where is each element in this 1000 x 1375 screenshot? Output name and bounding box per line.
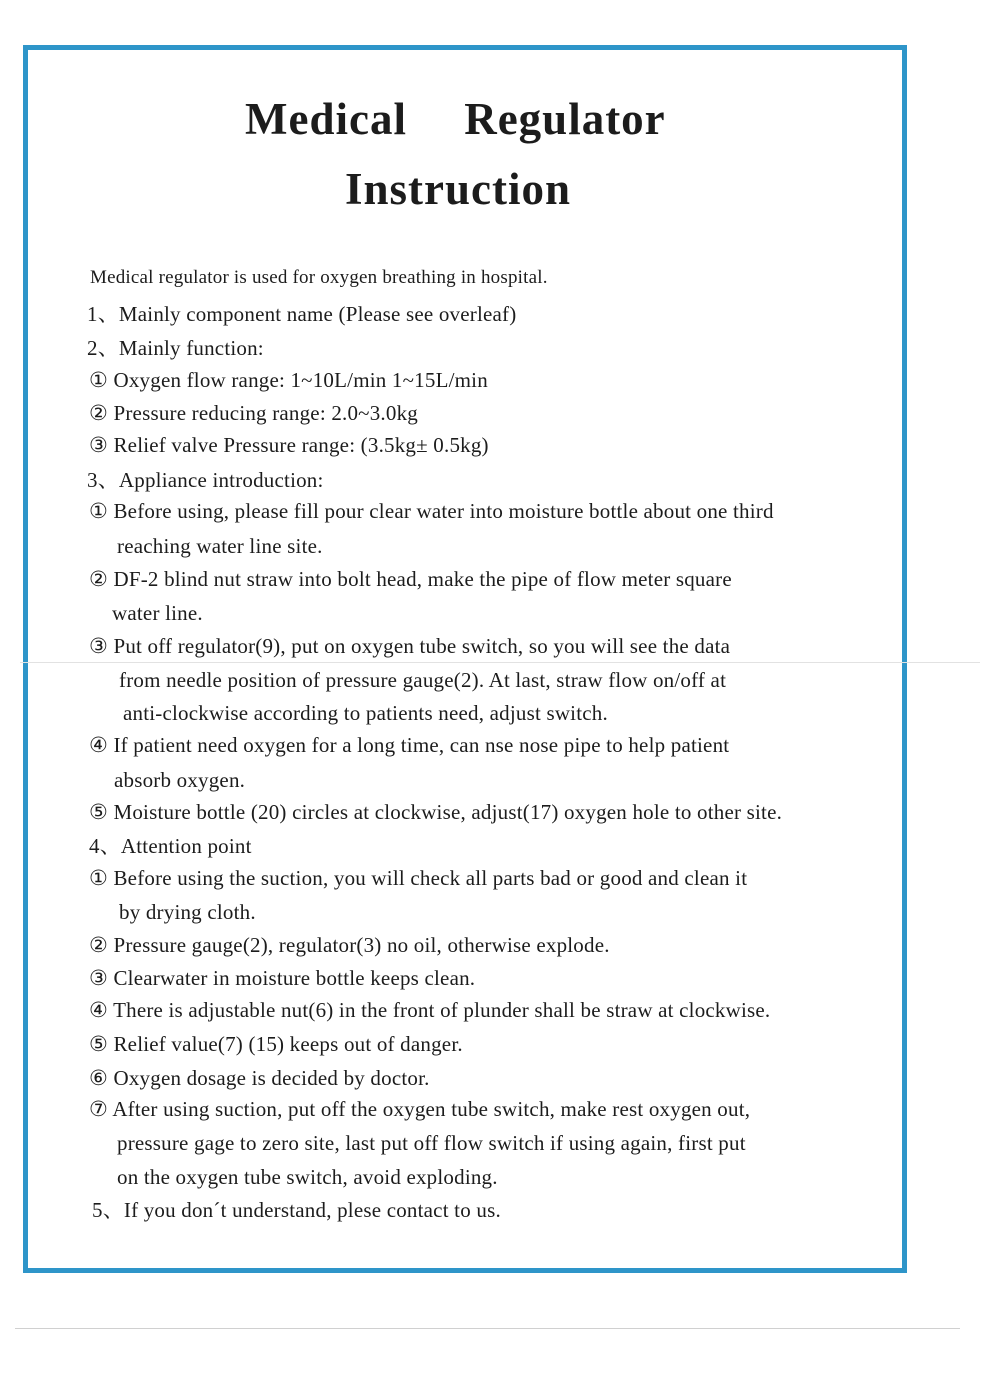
document-subtitle: Instruction <box>345 164 572 214</box>
page-edge-line <box>15 1328 960 1329</box>
list-item: ⑥ Oxygen dosage is decided by doctor. <box>89 1066 430 1090</box>
list-item: ④ If patient need oxygen for a long time, can nse nose pipe to help patient <box>89 733 730 757</box>
list-item: ③ Relief valve Pressure range: (3.5kg± 0.5kg) <box>89 433 489 457</box>
list-item: ② Pressure reducing range: 2.0~3.0kg <box>89 401 418 425</box>
list-item: ① Before using, please fill pour clear water into moisture bottle about one third <box>89 499 774 523</box>
list-item-continuation: absorb oxygen. <box>114 768 246 792</box>
list-item-continuation: from needle position of pressure gauge(2). At last, straw flow on/off at <box>119 668 727 692</box>
intro-text: Medical regulator is used for oxygen breathing in hospital. <box>90 267 548 288</box>
list-item: ⑦ After using suction, put off the oxygen tube switch, make rest oxygen out, <box>89 1097 751 1121</box>
list-item: ④ There is adjustable nut(6) in the front of plunder shall be straw at clockwise. <box>89 998 771 1022</box>
section-heading: 3、Appliance introduction: <box>87 468 324 492</box>
list-item: ① Before using the suction, you will check all parts bad or good and clean it <box>89 866 748 890</box>
list-item: ⑤ Relief value(7) (15) keeps out of danger. <box>89 1032 463 1056</box>
list-item-continuation: pressure gage to zero site, last put off flow switch if using again, first put <box>117 1131 746 1155</box>
list-item: ③ Clearwater in moisture bottle keeps clean. <box>89 966 476 990</box>
document-title: Medical Regulator <box>245 94 666 144</box>
section-heading: 1、Mainly component name (Please see overleaf) <box>87 302 517 326</box>
list-item: ⑤ Moisture bottle (20) circles at clockwise, adjust(17) oxygen hole to other site. <box>89 800 783 824</box>
list-item: ① Oxygen flow range: 1~10L/min 1~15L/min <box>89 368 488 392</box>
fold-crease <box>20 662 980 663</box>
list-item-continuation: reaching water line site. <box>117 534 323 558</box>
section-heading: 4、Attention point <box>89 834 252 858</box>
list-item: ② Pressure gauge(2), regulator(3) no oil, otherwise explode. <box>89 933 610 957</box>
list-item: ③ Put off regulator(9), put on oxygen tube switch, so you will see the data <box>89 634 731 658</box>
list-item-continuation: on the oxygen tube switch, avoid exploding. <box>117 1165 498 1189</box>
list-item-continuation: anti-clockwise according to patients need, adjust switch. <box>123 701 608 725</box>
section-heading: 5、If you don´t understand, plese contact to us. <box>92 1198 501 1222</box>
list-item: ② DF-2 blind nut straw into bolt head, make the pipe of flow meter square <box>89 567 732 591</box>
section-heading: 2、Mainly function: <box>87 336 264 360</box>
list-item-continuation: water line. <box>112 601 203 625</box>
list-item-continuation: by drying cloth. <box>119 900 256 924</box>
